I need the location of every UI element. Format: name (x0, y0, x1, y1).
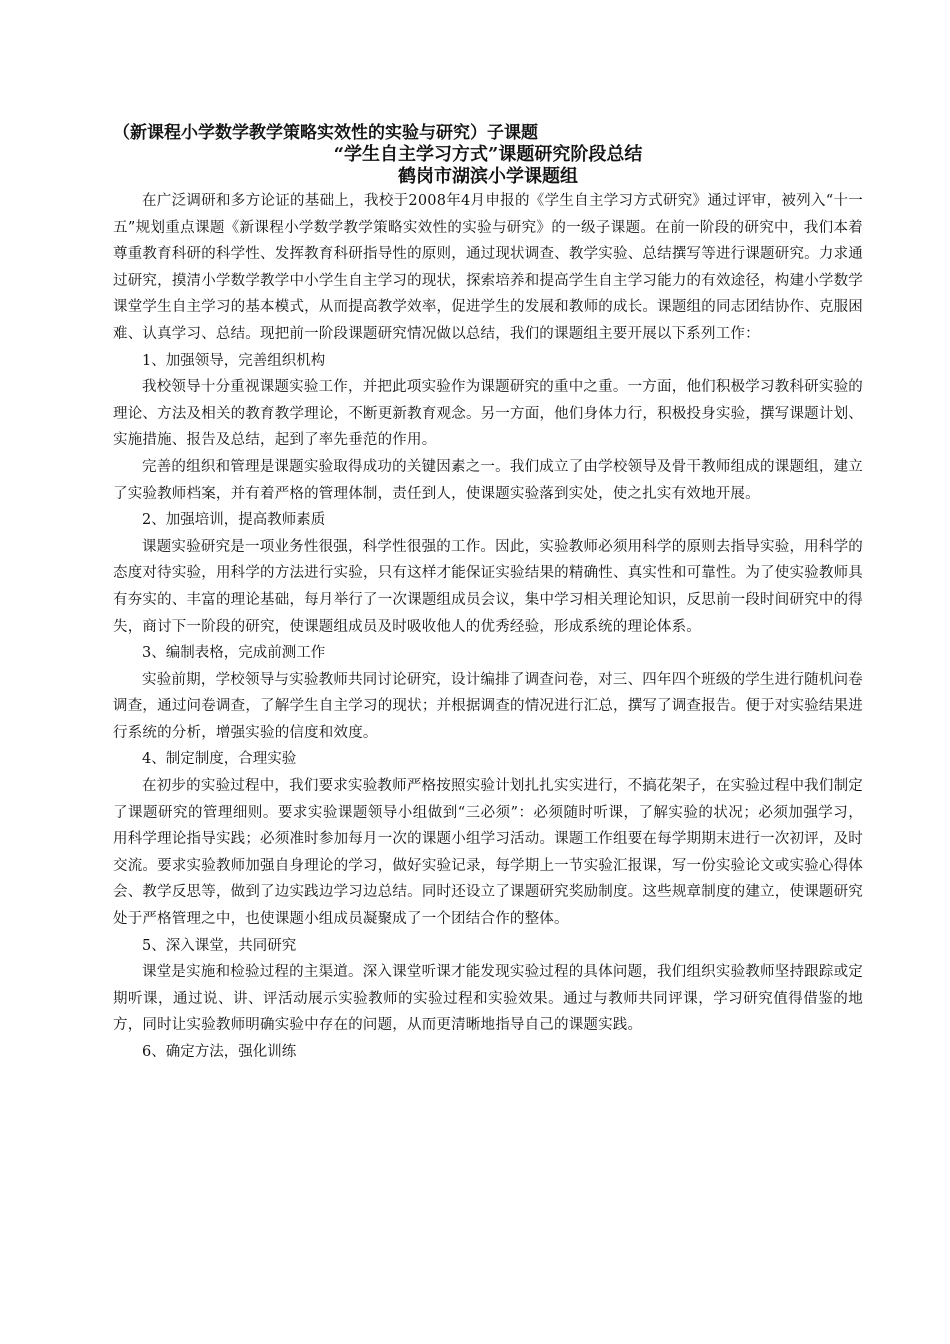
section-paragraph: 实验前期，学校领导与实验教师共同讨论研究，设计编排了调查问卷，对三、四年四个班级的学生进行随机问卷调查，通过问卷调查，了解学生自主学习的现状；并根据调查的情况进行汇总，撰写了调查报告。便于对实验结果进行系统的分析，增强实验的信度和效度。 (113, 671, 863, 741)
section-paragraph: 在初步的实验过程中，我们要求实验教师严格按照实验计划扎扎实实进行，不搞花架子，在实验过程中我们制定了课题研究的管理细则。要求实验课题领导小组做到“三必须”：必须随时听课，了解实验的状况；必须加强学习，用科学理论指导实践；必须准时参加每月一次的课题小组学习活动。课题工作组要在每学期期末进行一次初评，及时交流。要求实验教师加强自身理论的学习，做好实验记录，每学期上一节实验汇报课，写一份实验论文或实验心得体会、教学反思等，做到了边实践边学习边总结。同时还设立了课题研究奖励制度。这些规章制度的建立，使课题研究处于严格管理之中，也使课题小组成员凝聚成了一个团结合作的整体。 (113, 778, 863, 928)
document-title: “学生自主学习方式”课题研究阶段总结 (333, 144, 643, 165)
section-paragraph: 课题实验研究是一项业务性很强，科学性很强的工作。因此，实验教师必须用科学的原则去指导实验，用科学的态度对待实验，用科学的方法进行实验，只有这样才能保证实验结果的精确性、真实性和可靠性。为了使实验教师具有夯实的、丰富的理论基础，每月举行了一次课题组成员会议，集中学习相关理论知识，反思前一段时间研究中的得失，商讨下一阶段的研究，使课题组成员及时吸收他人的优秀经验，形成系统的理论体系。 (113, 538, 863, 635)
section-heading: 4、制定制度，合理实验 (142, 751, 297, 768)
section-heading: 3、编制表格，完成前测工作 (142, 645, 326, 662)
section-paragraph: 课堂是实施和检验过程的主渠道。深入课堂听课才能发现实验过程的具体问题，我们组织实验教师坚持跟踪或定期听课，通过说、讲、评活动展示实验教师的实验过程和实验效果。通过与教师共同评课，学习研究值得借鉴的地方，同时让实验教师明确实验中存在的问题，从而更清晰地指导自己的课题实践。 (113, 964, 863, 1034)
section-heading: 1、加强领导，完善组织机构 (142, 352, 326, 369)
section-heading: 6、确定方法，强化训练 (142, 1044, 297, 1060)
document-body (113, 122, 863, 1066)
section-heading: 5、深入课堂，共同研究 (142, 937, 297, 954)
section-heading: 2、加强培训，提高教师素质 (142, 512, 326, 529)
section-paragraph: 完善的组织和管理是课题实验取得成功的关键因素之一。我们成立了由学校领导及骨干教师组成的课题组，建立了实验教师档案，并有着严格的管理体制，责任到人，使课题实验落到实处，使之扎实有效地开展。 (113, 458, 863, 502)
intro-paragraph: 在广泛调研和多方论证的基础上，我校于2008年4月申报的《学生自主学习方式研究》通过评审，被列入“十一五”规划重点课题《新课程小学数学教学策略实效性的实验与研究》的一级子课题。在前一阶段的研究中，我们本着尊重教育科研的科学性、发挥教育科研指导性的原则，通过现状调查、教学实验、总结撰写等进行课题研究。力求通过研究，摸清小学数学教学中小学生自主学习的现状，探索培养和提高学生自主学习能力的有效途径，构建小学数学课堂学生自主学习的基本模式，从而提高教学效率，促进学生的发展和教师的成长。课题组的同志团结协作、克服困难、认真学习、总结。现把前一阶段课题研究情况做以总结，我们的课题组主要开展以下系列工作： (113, 193, 863, 342)
subtitle-line: （新课程小学数学教学策略实效性的实验与研究）子课题 (113, 123, 538, 143)
section-paragraph: 我校领导十分重视课题实验工作，并把此项实验作为课题研究的重中之重。一方面，他们积极学习教科研实验的理论、方法及相关的教育教学理论，不断更新教育观念。另一方面，他们身体力行，积极投身实验，撰写课题计划、实施措施、报告及总结，起到了率先垂范的作用。 (113, 379, 863, 449)
document-author: 鹤岗市湖滨小学课题组 (398, 166, 578, 187)
